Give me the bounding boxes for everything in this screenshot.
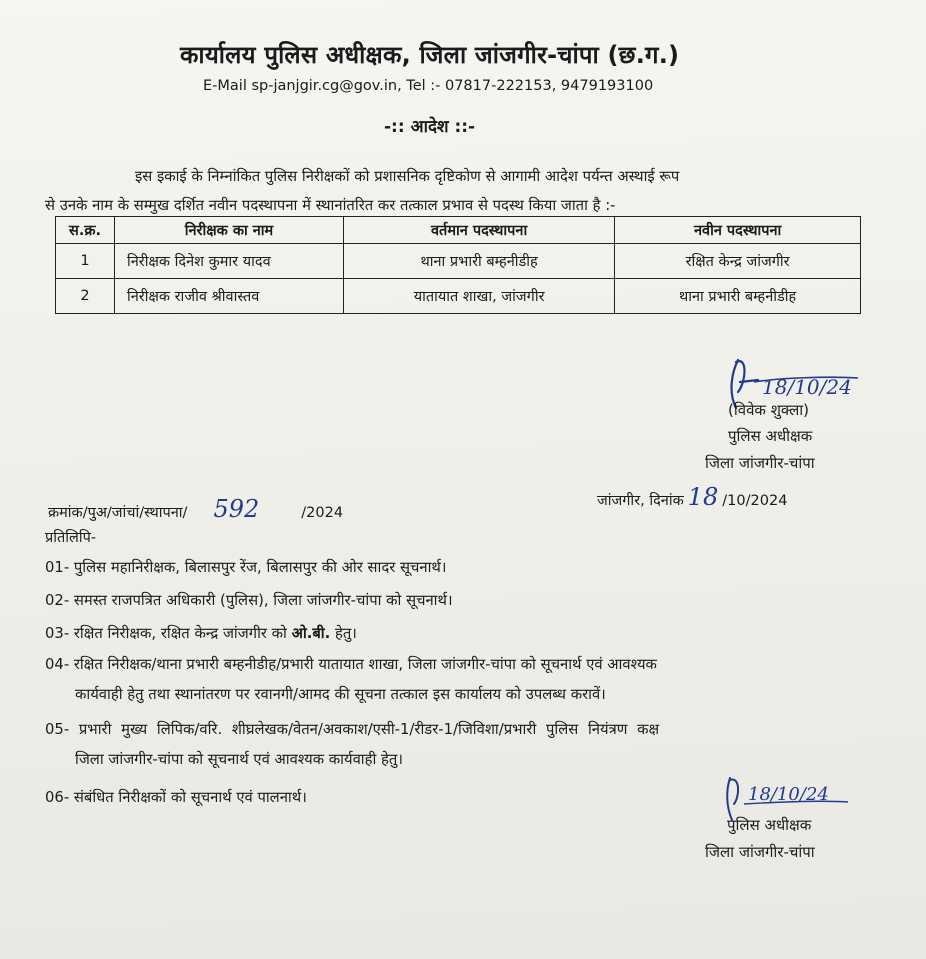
signatory-designation: पुलिस अधीक्षक [728, 427, 813, 445]
reference-number [48, 495, 343, 523]
copy-item-5-line-2: जिला जांजगीर-चांपा को सूचनार्थ एवं आवश्यक कार्यवाही हेतु। [75, 751, 403, 768]
date-prefix: जांजगीर, दिनांक [597, 493, 684, 509]
table-row [56, 244, 861, 279]
copy-item-6: 06- संबंधित निरीक्षकों को सूचनार्थ एवं पालनार्थ। [45, 789, 307, 806]
cell-current-posting: थाना प्रभारी बम्हनीडीह [344, 244, 615, 279]
signatory-2-district: जिला जांजगीर-चांपा [705, 843, 815, 861]
copy-item-3-text: 03- रक्षित निरीक्षक, रक्षित केन्द्र जांजगीर को [45, 625, 287, 642]
date-handwritten-day: 18 [687, 483, 719, 511]
copy-item-3-bold: ओ.बी. [291, 625, 331, 642]
signature-date: 18/10/24 [762, 375, 852, 399]
table-row [56, 279, 861, 314]
cell-name: निरीक्षक दिनेश कुमार यादव [115, 244, 344, 279]
cell-new-posting: थाना प्रभारी बम्हनीडीह [615, 279, 861, 314]
reference-handwritten-number: 592 [213, 495, 260, 523]
signatory-name: (विवेक शुक्ला) [728, 401, 809, 419]
col-header-name: निरीक्षक का नाम [115, 217, 344, 244]
reference-year: /2024 [301, 505, 344, 521]
contact-line: E-Mail sp-janjgir.cg@gov.in, Tel :- 07817-222153, 9479193100 [203, 78, 654, 94]
transfer-table [55, 216, 861, 314]
date-line [597, 483, 787, 511]
signatory-district: जिला जांजगीर-चांपा [705, 454, 815, 472]
copy-item-4-line-2: कार्यवाही हेतु तथा स्थानांतरण पर रवानगी/आमद की सूचना तत्काल इस कार्यालय को उपलब्ध करावें। [75, 686, 606, 703]
signatory-2-designation: पुलिस अधीक्षक [727, 816, 812, 834]
cell-current-posting: यातायात शाखा, जांजगीर [344, 279, 615, 314]
cell-new-posting: रक्षित केन्द्र जांजगीर [615, 244, 861, 279]
cell-name: निरीक्षक राजीव श्रीवास्तव [115, 279, 344, 314]
col-header-new-posting: नवीन पदस्थापना [615, 217, 861, 244]
order-text-line-1: इस इकाई के निम्नांकित पुलिस निरीक्षकों को प्रशासनिक दृष्टिकोण से आगामी आदेश पर्यन्त अस्थाई रूप [135, 168, 680, 185]
copy-item-1: 01- पुलिस महानिरीक्षक, बिलासपुर रेंज, बिलासपुर की ओर सादर सूचनार्थ। [45, 559, 447, 576]
copy-label: प्रतिलिपि- [45, 530, 97, 546]
order-text-line-2: से उनके नाम के सम्मुख दर्शित नवीन पदस्थापना में स्थानांतरित कर तत्काल प्रभाव से पदस्थ किया जाता है :- [45, 197, 616, 214]
reference-prefix: क्रमांक/पुअ/जांचां/स्थापना/ [48, 505, 188, 521]
copy-item-4-line-1: 04- रक्षित निरीक्षक/थाना प्रभारी बम्हनीडीह/प्रभारी यातायात शाखा, जिला जांजगीर-चांपा को सूचनार्थ एवं आवश्यक [45, 656, 657, 673]
copy-item-3-suffix: हेतु। [334, 625, 357, 642]
table-header-row [56, 217, 861, 244]
col-header-current-posting: वर्तमान पदस्थापना [344, 217, 615, 244]
cell-serial: 2 [56, 279, 115, 314]
date-rest: /10/2024 [722, 493, 788, 509]
copy-item-5-line-1: 05- प्रभारी मुख्य लिपिक/वरि. शीघ्रलेखक/वेतन/अवकाश/एसी-1/रीडर-1/जिविशा/प्रभारी पुलिस नियंत्रण कक्ष [45, 721, 660, 738]
signature-2-date: 18/10/24 [748, 784, 829, 805]
cell-serial: 1 [56, 244, 115, 279]
copy-item-3 [45, 623, 357, 643]
order-heading: -:: आदेश ::- [384, 117, 476, 137]
copy-item-2: 02- समस्त राजपत्रित अधिकारी (पुलिस), जिला जांजगीर-चांपा को सूचनार्थ। [45, 592, 453, 609]
col-header-serial: स.क्र. [56, 217, 115, 244]
office-title: कार्यालय पुलिस अधीक्षक, जिला जांजगीर-चांपा (छ.ग.) [180, 41, 680, 69]
